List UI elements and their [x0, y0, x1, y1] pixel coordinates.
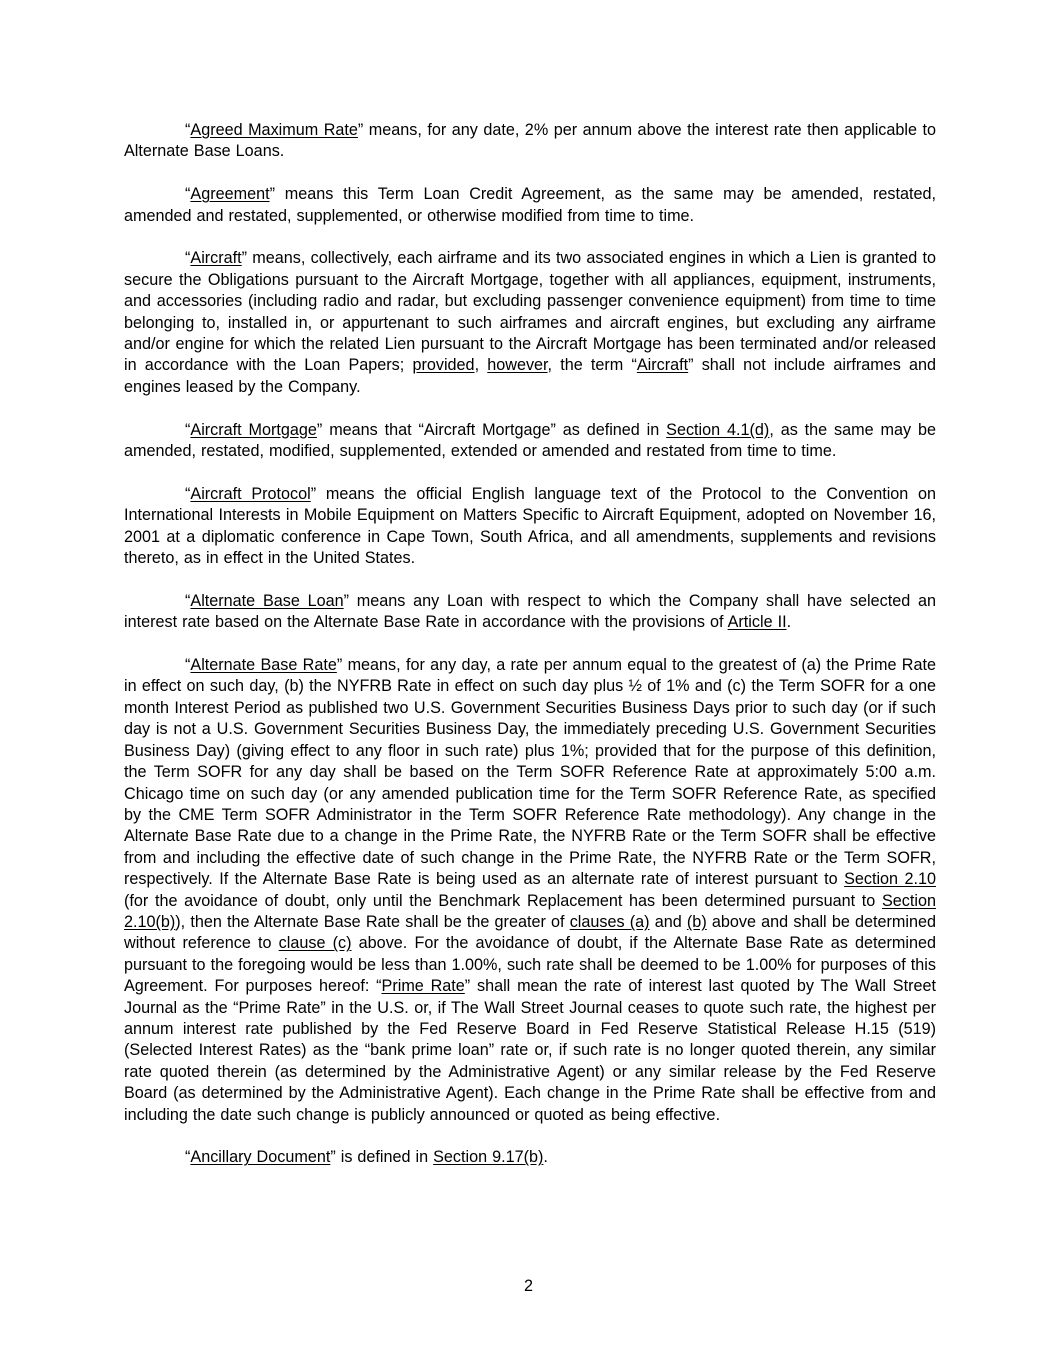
underlined-term: however: [487, 356, 548, 375]
text-segment: (for the avoidance of doubt, only until the Benchmark Replacement has been determined pursuant to: [124, 891, 882, 910]
underlined-term: Aircraft: [190, 249, 242, 268]
text-segment: above. For the avoidance of doubt, if the Alternate Base Rate as determined pursuant to the foregoing would be less than 1.00%, such rate shall be deemed to be 1.00% for purposes of this Agreement. For purposes hereof: “: [124, 934, 936, 996]
text-segment: and: [649, 912, 687, 931]
underlined-term: Article II: [727, 613, 787, 632]
text-segment: “: [185, 591, 191, 610]
text-segment: “: [185, 1148, 191, 1167]
text-segment: above and shall be determined without reference to: [124, 912, 936, 953]
text-segment: ” means, collectively, each airframe and its two associated engines in which a Lien is granted to secure the Obligations pursuant to the Aircraft Mortgage, together with all appliances, equipment, instruments, and accessories (including radio and radar, but excluding passenger convenience equipment) from time to time belonging to, installed in, or appurtenant to such airframes and aircraft engines, but excluding any airframe and/or engine for which the related Lien pursuant to the Aircraft Mortgage has been terminated and/or released in accordance with the Loan Papers;: [124, 249, 936, 375]
underlined-term: provided: [412, 356, 475, 375]
underlined-term: Section 2.10: [844, 870, 936, 889]
text-segment: “: [185, 420, 191, 439]
text-segment: “: [185, 121, 191, 139]
underlined-term: Prime Rate: [381, 977, 465, 996]
text-segment: , as the same may be amended, restated, modified, supplemented, extended or amended and restated from time to time.: [124, 420, 936, 461]
text-segment: .: [543, 1148, 548, 1167]
underlined-term: Alternate Base Loan: [190, 591, 344, 610]
text-segment: .: [786, 613, 792, 632]
paragraph: [124, 484, 936, 570]
text-segment: ” is defined in: [330, 1148, 434, 1167]
text-segment: ” means, for any day, a rate per annum equal to the greatest of (a) the Prime Rate in effect on such day, (b) the NYFRB Rate in effect on such day plus ½ of 1% and (c) the Term SOFR for a one month Interest Period as published two U.S. Government Securities Business Days prior to such day (or if such day is not a U.S. Government Securities Business Day, the immediately preceding U.S. Government Securities Business Day) (giving effect to any floor in such rate) plus 1%; provided that for the purpose of this definition, the Term SOFR for any day shall be based on the Term SOFR Reference Rate at approximately 5:00 a.m. Chicago time on such day (or any amended publication time for the Term SOFR Reference Rate, as specified by the CME Term SOFR Administrator in the Term SOFR Reference Rate methodology). Any change in the Alternate Base Rate due to a change in the Prime Rate, the NYFRB Rate or the Term SOFR shall be effective from and including the effective date of such change in the Prime Rate, the NYFRB Rate or the Term SOFR, respectively. If the Alternate Base Rate is being used as an alternate rate of interest pursuant to: [124, 656, 936, 889]
underlined-term: Section 2.10(b): [124, 891, 936, 931]
text-segment: ” means, for any date, 2% per annum above the interest rate then applicable to Alternate Base Loans.: [124, 121, 936, 161]
paragraph: [124, 655, 936, 1126]
underlined-term: Aircraft Mortgage: [190, 420, 317, 439]
document-body: [124, 120, 936, 1190]
text-segment: ), then the Alternate Base Rate shall be the greater of: [175, 912, 570, 931]
text-segment: ” means that “Aircraft Mortgage” as defined in: [316, 420, 667, 439]
underlined-term: (b): [686, 912, 707, 931]
text-segment: “: [185, 656, 191, 675]
underlined-term: clauses (a): [569, 912, 650, 931]
underlined-term: Agreement: [190, 185, 270, 204]
underlined-term: Ancillary Document: [190, 1148, 331, 1167]
page-number: 2: [523, 1277, 533, 1295]
paragraph: [124, 1147, 936, 1168]
text-segment: “: [185, 185, 191, 204]
underlined-term: Aircraft: [636, 356, 689, 375]
text-segment: ,: [474, 356, 488, 375]
underlined-term: Alternate Base Rate: [190, 656, 337, 675]
text-segment: ” shall mean the rate of interest last quoted by The Wall Street Journal as the “Prime Rate” in the U.S. or, if The Wall Street Journal ceases to quote such rate, the highest per annum interest rate published by the Fed Reserve Board in Fed Reserve Statistical Release H.15 (519) (Selected Interest Rates) as the “bank prime loan” rate or, if such rate is no longer quoted therein, any similar rate quoted therein (as determined by the Administrative Agent) or any similar release by the Fed Reserve Board (as determined by the Administrative Agent). Each change in the Prime Rate shall be effective from and including the date such change is publicly announced or quoted as being effective.: [124, 977, 936, 1124]
paragraph: [124, 184, 936, 227]
paragraph: [124, 248, 936, 398]
underlined-term: Section 4.1(d): [666, 420, 770, 439]
paragraph: [124, 420, 936, 463]
underlined-term: Aircraft Protocol: [190, 484, 311, 503]
underlined-term: Section 9.17(b): [433, 1148, 544, 1167]
text-segment: ” means any Loan with respect to which the Company shall have selected an interest rate based on the Alternate Base Rate in accordance with the provisions of: [124, 591, 936, 632]
underlined-term: Agreed Maximum Rate: [190, 121, 358, 139]
underlined-term: clause (c): [278, 934, 352, 953]
text-segment: ” means the official English language text of the Protocol to the Convention on International Interests in Mobile Equipment on Matters Specific to Aircraft Equipment, adopted on November 16, 2001 at a diplomatic conference in Cape Town, South Africa, and all amendments, supplements and revisions thereto, as in effect in the United States.: [124, 484, 936, 568]
text-segment: “: [185, 484, 191, 503]
text-segment: ” means this Term Loan Credit Agreement, as the same may be amended, restated, amended and restated, supplemented, or otherwise modified from time to time.: [124, 185, 936, 225]
text-segment: , the term “: [547, 356, 637, 375]
text-segment: ” shall not include airframes and engines leased by the Company.: [124, 356, 936, 396]
paragraph: [124, 120, 936, 163]
paragraph: [124, 591, 936, 634]
text-segment: “: [185, 249, 191, 268]
